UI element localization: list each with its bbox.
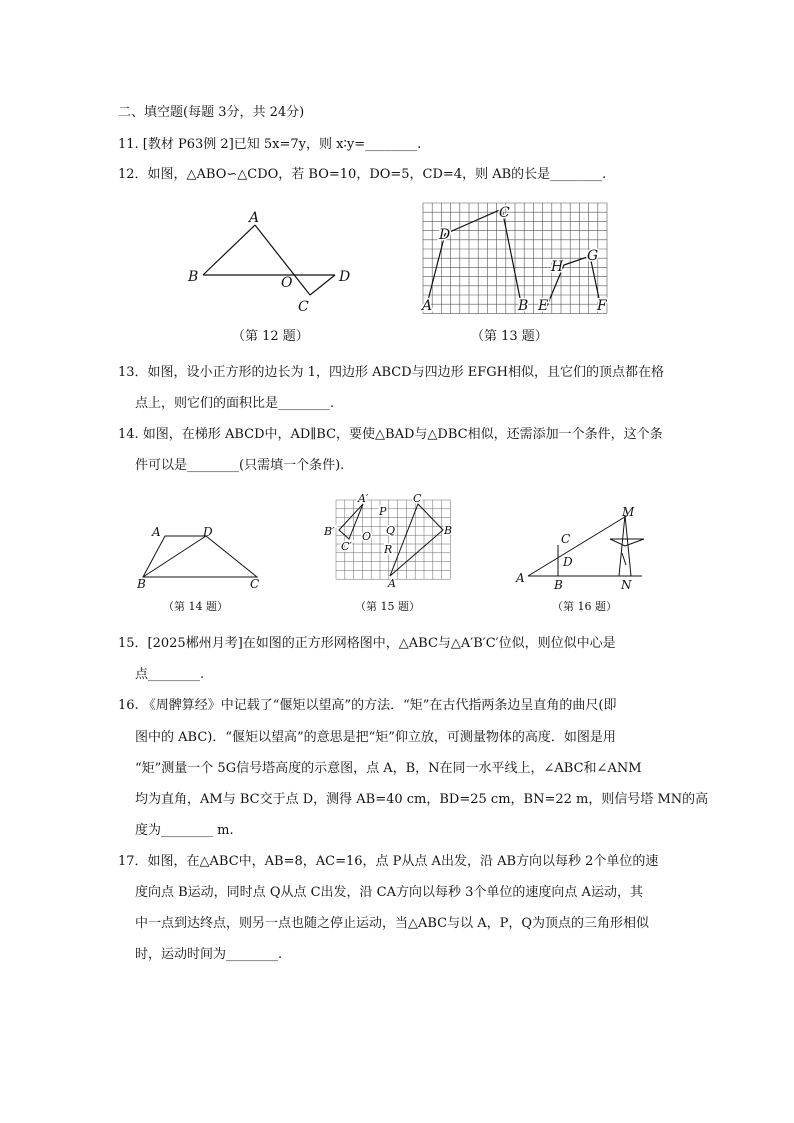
fig14-label-A: A (152, 525, 161, 539)
fig15-label-B1: B′ (324, 525, 335, 538)
question-12: 12．如图，△ABO∽△CDO，若 BO=10，DO=5，CD=4，则 AB的长是________. (118, 167, 607, 182)
question-15-line1: 15．[2025郴州月考]在如图的正方形网格图中，△ABC与△A′B′C′位似，则位似中心是 (118, 636, 616, 651)
figure-16 (514, 505, 654, 590)
fig15-label-Q: Q (386, 524, 396, 537)
fig16-label-C: C (561, 532, 571, 546)
question-16-line2: 图中的 ABC)．“偃矩以望高”的意思是把“矩”仰立放，可测量物体的高度．如图是用 (135, 730, 616, 745)
fig15-label-C: C (413, 492, 422, 505)
fig13-label-E: E (538, 298, 549, 314)
fig13-label-C: C (499, 205, 510, 221)
fig14-label-C: C (250, 577, 260, 591)
question-14-line2: 件可以是________(只需填一个条件). (135, 458, 345, 473)
question-13-line1: 13．如图，设小正方形的边长为 1，四边形 ABCD与四边形 EFGH相似，且它们的顶点都在格 (118, 365, 664, 380)
fig13-label-D: D (439, 227, 451, 243)
fig15-label-R: R (384, 543, 393, 556)
caption-15: （第 15 题） (355, 600, 420, 613)
fig16-label-D: D (563, 555, 573, 569)
fig13-label-B: B (518, 298, 529, 314)
figure-12 (180, 205, 380, 315)
fig15-label-A1: A′ (358, 492, 369, 505)
fig13-label-G: G (587, 248, 599, 264)
question-17-line1: 17．如图，在△ABC中，AB=8，AC=16，点 P从点 A出发，沿 AB方向以每秒 2个单位的速 (118, 854, 659, 869)
question-11: 11. [教材 P63例 2]已知 5x=7y，则 x∶y=________. (118, 137, 422, 152)
caption-12: （第 12 题） (232, 329, 309, 344)
fig15-label-B: B (444, 524, 453, 537)
fig12-label-D: D (339, 269, 351, 285)
fig15-label-C1: C′ (341, 540, 352, 553)
question-15-line2: 点________. (135, 667, 205, 682)
fig16-label-B: B (554, 578, 563, 592)
fig12-label-C: C (298, 299, 309, 315)
caption-14: （第 14 题） (163, 600, 228, 613)
question-17-line4: 时，运动时间为________. (135, 947, 283, 962)
fig15-label-A: A (388, 577, 396, 590)
fig13-label-H: H (551, 259, 564, 275)
fig15-label-P: P (379, 505, 387, 518)
question-17-line2: 度向点 B运动，同时点 Q从点 C出发，沿 CA方向以每秒 3个单位的速度向点 A运动，其 (135, 885, 643, 900)
fig12-label-A: A (249, 210, 260, 226)
question-16-line3: “矩”测量一个 5G信号塔高度的示意图，点 A，B，N在同一水平线上，∠ABC和∠ANM (135, 761, 642, 776)
figure-14 (135, 522, 285, 602)
figure-13 (418, 200, 618, 320)
question-16-line4: 均为直角，AM与 BC交于点 D，测得 AB=40 cm，BD=25 cm，BN=22 m，则信号塔 MN的高 (135, 792, 709, 807)
caption-16: （第 16 题） (552, 600, 617, 613)
fig15-label-O: O (362, 530, 372, 543)
question-13-line2: 点上，则它们的面积比是________. (135, 396, 335, 411)
fig16-label-N: N (621, 578, 632, 592)
question-16-line1: 16. 《周髀算经》中记载了“偃矩以望高”的方法．“矩”在古代指两条边呈直角的曲尺(即 (118, 698, 617, 713)
fig16-label-M: M (622, 505, 635, 519)
fig12-label-O: O (281, 275, 293, 291)
fig14-label-D: D (203, 525, 213, 539)
fig13-label-A: A (422, 298, 433, 314)
section-title: 二、填空题(每题 3分，共 24分) (118, 105, 305, 120)
caption-13: （第 13 题） (471, 329, 548, 344)
fig12-label-B: B (188, 269, 199, 285)
question-16-line5: 度为________ m. (135, 823, 234, 838)
question-14-line1: 14. 如图，在梯形 ABCD中，AD∥BC，要使△BAD与△DBC相似，还需添加一个条件，这个条 (118, 427, 663, 442)
question-17-line3: 中一点到达终点，则另一点也随之停止运动，当△ABC与以 A，P，Q为顶点的三角形相似 (135, 916, 650, 931)
fig13-label-F: F (597, 298, 607, 314)
fig16-label-A: A (516, 571, 525, 585)
fig14-label-B: B (137, 577, 146, 591)
figure-15 (322, 490, 452, 590)
